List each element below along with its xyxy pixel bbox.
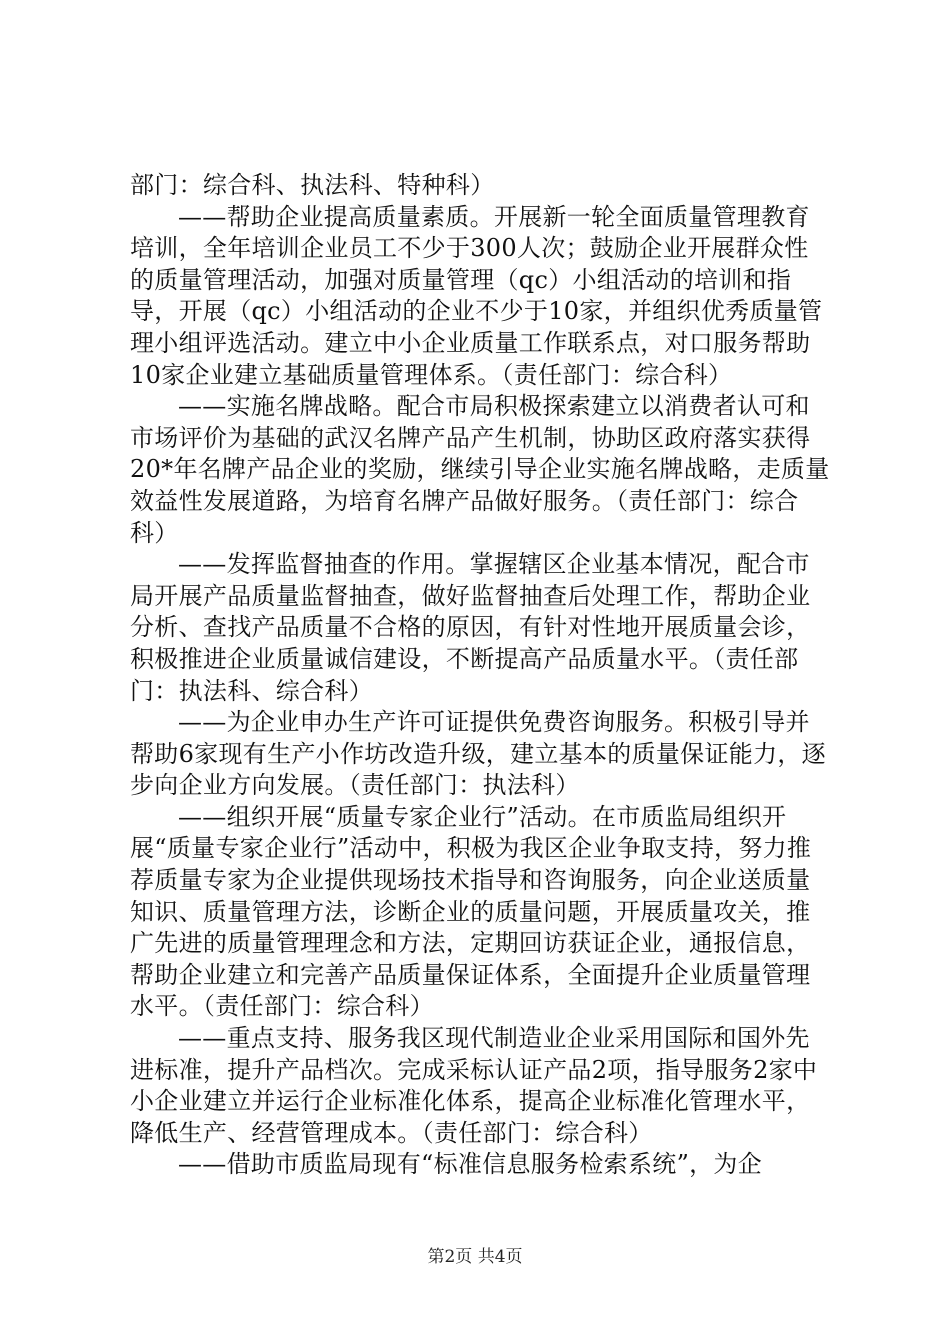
paragraph-quality-training: ——帮助企业提高质量素质。开展新一轮全面质量管理教育培训，全年培训企业员工不少于300人次；鼓励企业开展群众性的质量管理活动，加强对质量管理（qc）小组活动的培训和指导，开展（qc）小组活动的企业不少于10家，并组织优秀质量管理小组评选活动。建立中小企业质量工作联系点，对口服务帮助10家企业建立基础质量管理体系。（责任部门：综合科） (130, 202, 823, 389)
document-body (130, 170, 830, 1181)
paragraph-standards-retrieval: ——借助市质监局现有“标准信息服务检索系统”，为企 (178, 1150, 763, 1179)
paragraph-supervision-inspection: ——发挥监督抽查的作用。掌握辖区企业基本情况，配合市局开展产品质量监督抽查，做好监督抽查后处理工作，帮助企业分析、查找产品质量不合格的原因，有针对性地开展质量会诊，积极推进企业质量诚信建设，不断提高产品质量水平。（责任部门：执法科、综合科） (130, 550, 811, 705)
paragraph-continuation: 部门：综合科、执法科、特种科） (130, 171, 495, 199)
paragraph-international-standards: ——重点支持、服务我区现代制造业企业采用国际和国外先进标准，提升产品档次。完成采标认证产品2项，指导服务2家中小企业建立并运行企业标准化体系，提高企业标准化管理水平，降低生产、经营管理成本。（责任部门：综合科） (130, 1024, 818, 1147)
paragraph-quality-experts: ——组织开展“质量专家企业行”活动。在市质监局组织开展“质量专家企业行”活动中，积极为我区企业争取支持，努力推荐质量专家为企业提供现场技术指导和咨询服务，向企业送质量知识、质量管理方法，诊断企业的质量问题，开展质量攻关，推广先进的质量管理理念和方法，定期回访获证企业，通报信息，帮助企业建立和完善产品质量保证体系，全面提升企业质量管理水平。（责任部门：综合科） (130, 802, 812, 1021)
paragraph-production-license: ——为企业申办生产许可证提供免费咨询服务。积极引导并帮助6家现有生产小作坊改造升级，建立基本的质量保证能力，逐步向企业方向发展。（责任部门：执法科） (130, 708, 826, 800)
paragraph-brand-strategy: ——实施名牌战略。配合市局积极探索建立以消费者认可和市场评价为基础的武汉名牌产品产生机制，协助区政府落实获得20*年名牌产品企业的奖励，继续引导企业实施名牌战略，走质量效益性发展道路，为培育名牌产品做好服务。（责任部门：综合科） (130, 392, 830, 547)
page-number: 第2页 共4页 (427, 1247, 523, 1267)
